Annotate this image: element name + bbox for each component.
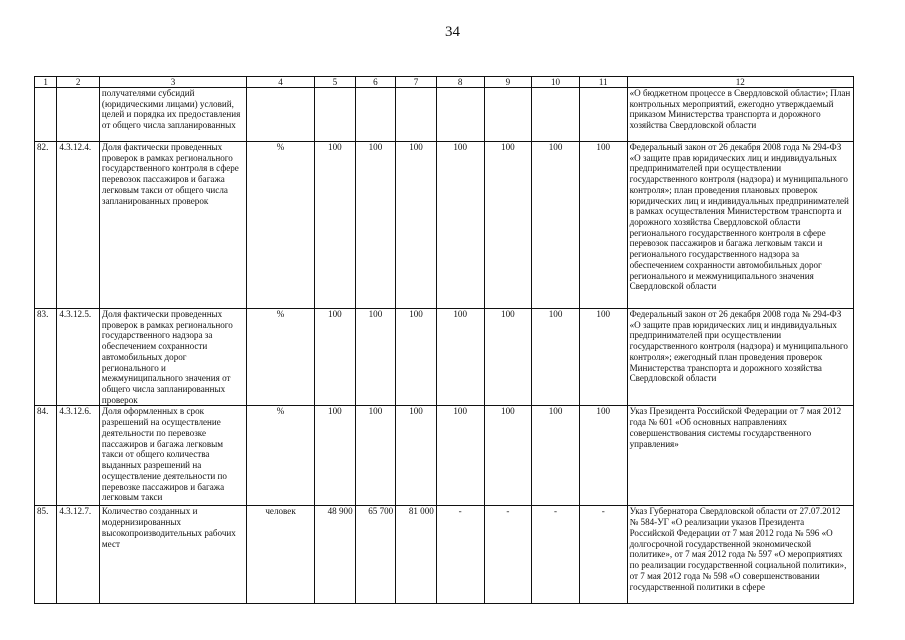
row-value: 100 bbox=[436, 309, 484, 406]
row-code: 4.3.12.7. bbox=[57, 506, 100, 604]
row-value: - bbox=[484, 506, 532, 604]
table-row bbox=[35, 142, 854, 309]
row-value: - bbox=[579, 506, 627, 604]
column-header: 2 bbox=[57, 77, 100, 88]
row-value bbox=[532, 88, 580, 142]
row-value: 100 bbox=[436, 142, 484, 309]
row-source: Федеральный закон от 26 декабря 2008 года № 294-ФЗ «О защите прав юридических лиц и индивидуальных предпринимателей при осуществлении государственного контроля (надзора) и муниципального контроля»; план проведения плановых проверок юридических лиц и индивидуальных предпринимателей в рамках осуществления Министерством транспорта и дорожного хозяйства Свердловской области регионального государственного контроля в сфере перевозок пассажиров и багажа легковым такси и регионального государственного надзора за обеспечением сохранности автомобильных дорог регионального и межмуниципального значения Свердловской области bbox=[627, 142, 853, 309]
row-value: 100 bbox=[396, 406, 437, 506]
row-unit: % bbox=[247, 406, 315, 506]
row-value bbox=[355, 88, 396, 142]
row-number: 84. bbox=[35, 406, 57, 506]
header-row bbox=[35, 77, 854, 88]
row-value bbox=[484, 88, 532, 142]
column-header: 9 bbox=[484, 77, 532, 88]
table-row bbox=[35, 406, 854, 506]
column-header: 5 bbox=[315, 77, 356, 88]
column-header: 7 bbox=[396, 77, 437, 88]
row-value: - bbox=[436, 506, 484, 604]
row-source: Федеральный закон от 26 декабря 2008 года № 294-ФЗ «О защите прав юридических лиц и индивидуальных предпринимателей при осуществлении государственного контроля (надзора) и муниципального контроля»; ежегодный план проведения проверок Министерства транспорта и дорожного хозяйства Свердловской области bbox=[627, 309, 853, 406]
column-header: 3 bbox=[99, 77, 246, 88]
row-unit: % bbox=[247, 309, 315, 406]
page-number: 34 bbox=[445, 24, 460, 40]
row-description: Доля фактически проведенных проверок в рамках регионального государственного контроля в сфере перевозок пассажиров и багажа легковым такси от общего числа запланированных проверок bbox=[99, 142, 246, 309]
row-value: 100 bbox=[396, 309, 437, 406]
row-value: 100 bbox=[532, 309, 580, 406]
row-value: 81 000 bbox=[396, 506, 437, 604]
row-code: 4.3.12.6. bbox=[57, 406, 100, 506]
row-number: 82. bbox=[35, 142, 57, 309]
row-value: 100 bbox=[315, 406, 356, 506]
row-value: 100 bbox=[579, 142, 627, 309]
row-description: Количество созданных и модернизированных высокопроизводительных рабочих мест bbox=[99, 506, 246, 604]
row-value: 100 bbox=[315, 309, 356, 406]
row-value bbox=[396, 88, 437, 142]
row-value: 100 bbox=[579, 309, 627, 406]
row-number bbox=[35, 88, 57, 142]
column-header: 10 bbox=[532, 77, 580, 88]
column-header: 6 bbox=[355, 77, 396, 88]
row-source: Указ Президента Российской Федерации от 7 мая 2012 года № 601 «Об основных направлениях совершенствования системы государственного управления» bbox=[627, 406, 853, 506]
row-source: «О бюджетном процессе в Свердловской области»; План контрольных мероприятий, ежегодно утверждаемый приказом Министерства транспорта и дорожного хозяйства Свердловской области bbox=[627, 88, 853, 142]
indicators-table bbox=[34, 76, 854, 604]
row-unit bbox=[247, 88, 315, 142]
row-description: Доля оформленных в срок разрешений на осуществление деятельности по перевозке пассажиров и багажа легковым такси от общего количества выданных разрешений на осуществление деятельности по перевозке пассажиров и багажа легковым такси bbox=[99, 406, 246, 506]
row-number: 85. bbox=[35, 506, 57, 604]
row-value: 100 bbox=[579, 406, 627, 506]
row-value: 100 bbox=[532, 406, 580, 506]
row-value: 100 bbox=[484, 406, 532, 506]
row-value: 48 900 bbox=[315, 506, 356, 604]
row-value: 100 bbox=[355, 406, 396, 506]
column-header: 12 bbox=[627, 77, 853, 88]
row-code bbox=[57, 88, 100, 142]
table-row bbox=[35, 88, 854, 142]
column-header: 11 bbox=[579, 77, 627, 88]
row-code: 4.3.12.4. bbox=[57, 142, 100, 309]
row-value: 100 bbox=[484, 142, 532, 309]
row-value: 100 bbox=[355, 142, 396, 309]
row-value: 100 bbox=[436, 406, 484, 506]
column-header: 8 bbox=[436, 77, 484, 88]
row-description: Доля фактически проведенных проверок в рамках регионального государственного надзора за обеспечением сохранности автомобильных дорог регионального и межмуниципального значения от общего числа запланированных проверок bbox=[99, 309, 246, 406]
row-value: 65 700 bbox=[355, 506, 396, 604]
table-row bbox=[35, 506, 854, 604]
row-value: 100 bbox=[355, 309, 396, 406]
row-value: 100 bbox=[315, 142, 356, 309]
row-value: - bbox=[532, 506, 580, 604]
row-source: Указ Губернатора Свердловской области от 27.07.2012 № 584-УГ «О реализации указов Президента Российской Федерации от 7 мая 2012 года № 596 «О долгосрочной государственной экономической политике», от 7 мая 2012 года № 597 «О мероприятиях по реализации государственной социальной политики», от 7 мая 2012 года № 598 «О совершенствовании государственной политики в сфере bbox=[627, 506, 853, 604]
row-value: 100 bbox=[484, 309, 532, 406]
row-code: 4.3.12.5. bbox=[57, 309, 100, 406]
column-header: 4 bbox=[247, 77, 315, 88]
row-unit: человек bbox=[247, 506, 315, 604]
row-value: 100 bbox=[532, 142, 580, 309]
row-value: 100 bbox=[396, 142, 437, 309]
row-number: 83. bbox=[35, 309, 57, 406]
row-description: получателями субсидий (юридическими лицами) условий, целей и порядка их предоставления от общего числа запланированных bbox=[99, 88, 246, 142]
table-row bbox=[35, 309, 854, 406]
row-value bbox=[579, 88, 627, 142]
row-unit: % bbox=[247, 142, 315, 309]
row-value bbox=[436, 88, 484, 142]
column-header: 1 bbox=[35, 77, 57, 88]
row-value bbox=[315, 88, 356, 142]
